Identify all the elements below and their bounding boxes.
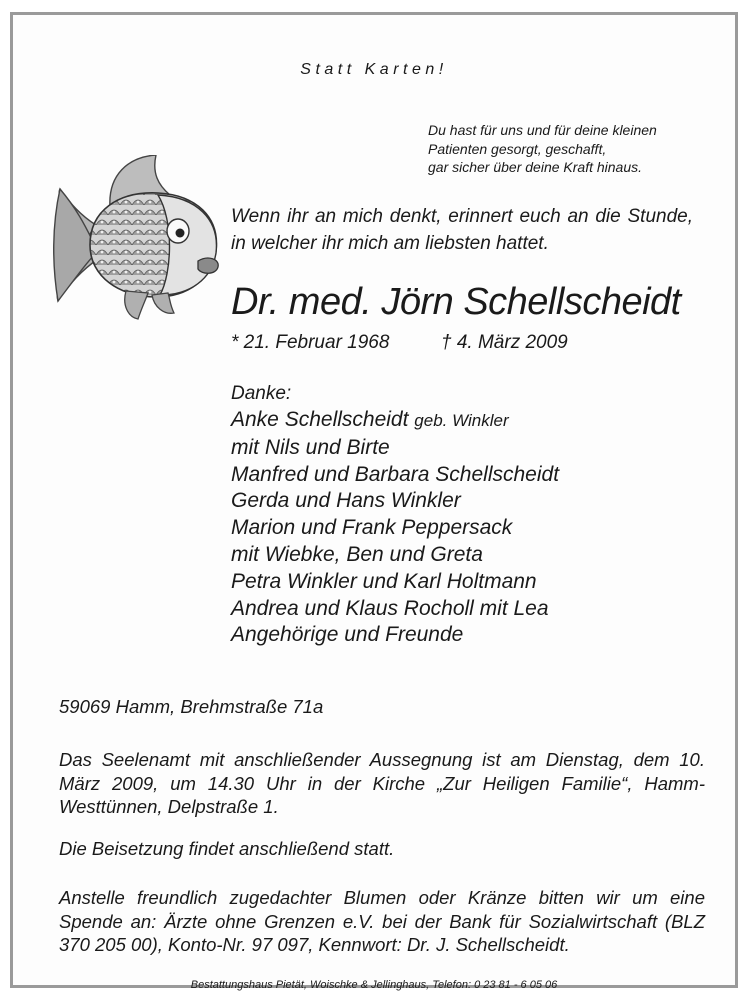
poem-line: gar sicher über deine Kraft hinaus. (428, 159, 643, 175)
service-notice: Das Seelenamt mit anschließender Aussegnung ist am Dienstag, dem 10. März 2009, um 14.30 Uhr in der Kirche „Zur Heiligen Familie“, Hamm-Westtünnen, Delpstraße 1. (59, 749, 705, 817)
mourner-line: Angehörige und Freunde (231, 623, 464, 647)
mourner-line: Gerda und Hans Winkler (231, 489, 461, 513)
donation-notice: Anstelle freundlich zugedachter Blumen oder Kränze bitten wir um eine Spende an: Ärzte ohne Grenzen e.V. bei der Bank für Sozialwirtschaft (BLZ 370 205 00), Konto-Nr. 97 097, Kennwort: Dr. J. Schellscheidt. (59, 887, 705, 955)
mourner-line (231, 407, 559, 435)
mourner-line: Marion und Frank Peppersack (231, 516, 513, 540)
mourner-name: Anke Schellscheidt (231, 408, 409, 431)
memorial-quote: Wenn ihr an mich denkt, erinnert euch an die Stunde, in welcher ihr mich am liebsten hattet. (231, 206, 693, 254)
funeral-home-footer: Bestattungshaus Pietät, Woischke & Jellinghaus, Telefon: 0 23 81 - 6 05 06 (190, 979, 558, 991)
mourner-line: Petra Winkler und Karl Holtmann (231, 569, 537, 593)
poem (428, 121, 657, 177)
mourner-line: mit Nils und Birte (231, 435, 390, 459)
deceased-name: Dr. med. Jörn Schellscheidt (231, 281, 681, 323)
mourner-line: Manfred und Barbara Schellscheidt (231, 462, 560, 486)
rainbow-fish-illustration (48, 155, 223, 320)
mourner-line: mit Wiebke, Ben und Greta (231, 542, 483, 566)
notice-frame (10, 12, 738, 991)
thanks-label: Danke: (231, 383, 292, 404)
mourners-list (231, 407, 559, 649)
birth-date: * 21. Februar 1968 (231, 332, 390, 353)
burial-notice: Die Beisetzung findet anschließend statt. (59, 838, 395, 859)
death-date: † 4. März 2009 (441, 332, 568, 353)
life-dates (231, 332, 568, 354)
header-text: Statt Karten! (300, 61, 448, 78)
maiden-name: geb. Winkler (414, 411, 509, 430)
poem-line: Patienten gesorgt, geschafft, (428, 140, 607, 157)
poem-line: Du hast für uns und für deine kleinen (428, 122, 657, 138)
mourner-line: Andrea und Klaus Rocholl mit Lea (231, 596, 549, 620)
family-address: 59069 Hamm, Brehmstraße 71a (59, 696, 324, 717)
